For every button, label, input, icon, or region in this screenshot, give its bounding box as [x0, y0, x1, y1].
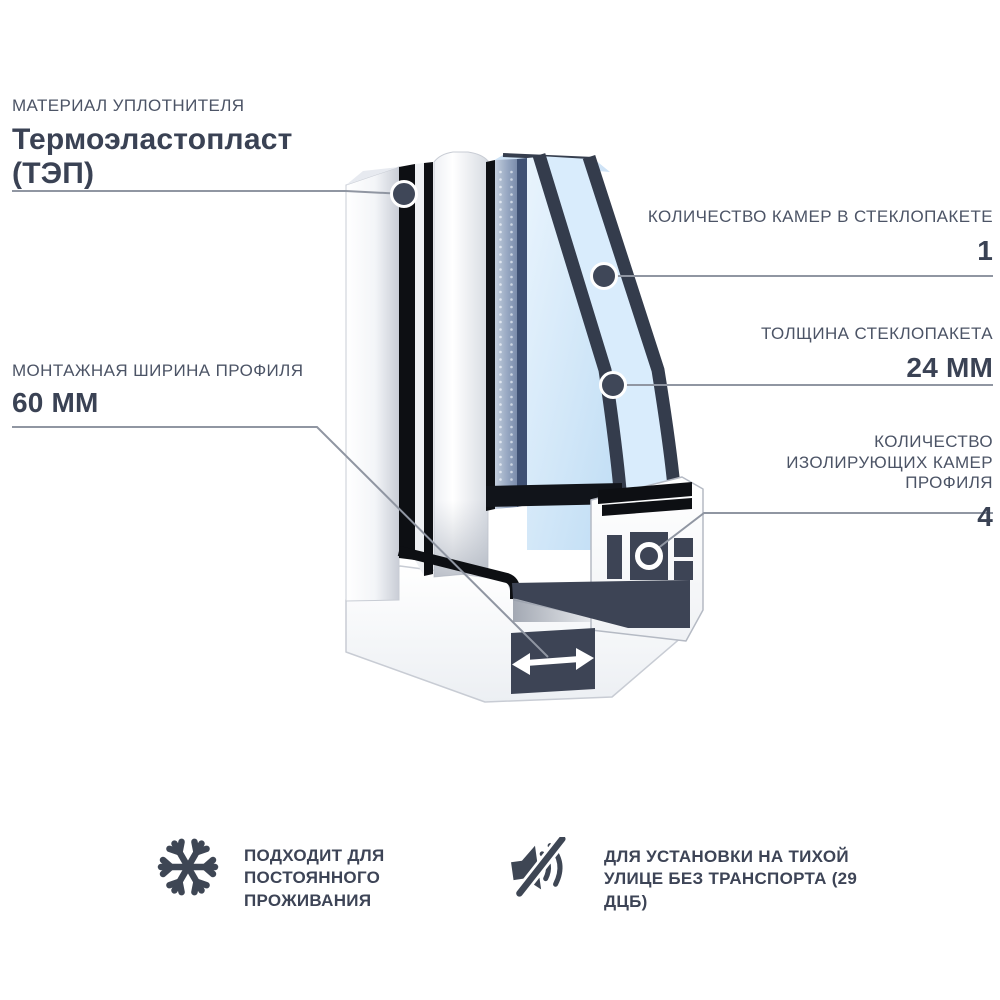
spacer-band [495, 159, 517, 509]
spacer-dark-strip [517, 158, 527, 507]
snowflake-icon [155, 836, 221, 898]
mounting-width-value: 60 ММ [12, 386, 99, 418]
mounting-width-label: МОНТАЖНАЯ ШИРИНА ПРОФИЛЯ [12, 361, 304, 380]
feature-residence-text: ПОДХОДИТ ДЛЯ ПОСТОЯННОГО ПРОЖИВАНИЯ [244, 846, 385, 910]
glazing-edge-strip [486, 160, 495, 511]
gasket-gap [415, 163, 424, 576]
outer-frame-slab [346, 167, 399, 601]
glazing-thickness-callout [573, 324, 993, 384]
seal-gasket-strip-1 [399, 164, 415, 560]
mounting-width-callout [12, 361, 332, 419]
glazing-chambers-callout [573, 207, 993, 267]
chamber-square-small-2 [674, 561, 693, 580]
profile-chambers-value: 4 [977, 501, 993, 533]
seal-gasket-strip-2 [424, 162, 433, 576]
chamber-cutouts [607, 532, 693, 580]
seal-material-callout [12, 96, 322, 192]
glazing-chambers-dot [592, 264, 617, 289]
glazing-thickness-value: 24 ММ [906, 351, 993, 383]
muted-speaker-icon [508, 837, 576, 897]
feature-quiet-street [508, 837, 884, 913]
glazing-chambers-value: 1 [977, 234, 993, 266]
chamber-bar [607, 535, 622, 579]
chamber-square-small-1 [674, 538, 693, 557]
profile-chambers-callout [753, 432, 993, 533]
feature-residence [155, 836, 494, 912]
glazing-thickness-label: ТОЛЩИНА СТЕКЛОПАКЕТА [761, 324, 993, 343]
feature-quiet-street-text: ДЛЯ УСТАНОВКИ НА ТИХОЙ УЛИЦЕ БЕЗ ТРАНСПОРТА (29 ДЦБ) [604, 847, 858, 911]
seal-material-label: МАТЕРИАЛ УПЛОТНИТЕЛЯ [12, 96, 245, 115]
seal-material-value: Термоэластопласт (ТЭП) [12, 122, 293, 191]
profile-chambers-label: КОЛИЧЕСТВО ИЗОЛИРУЮЩИХ КАМЕР ПРОФИЛЯ [786, 432, 993, 493]
sash-bottom-shade [434, 152, 488, 577]
glazing-chambers-label: КОЛИЧЕСТВО КАМЕР В СТЕКЛОПАКЕТЕ [647, 207, 993, 226]
seal-dot [392, 182, 417, 207]
